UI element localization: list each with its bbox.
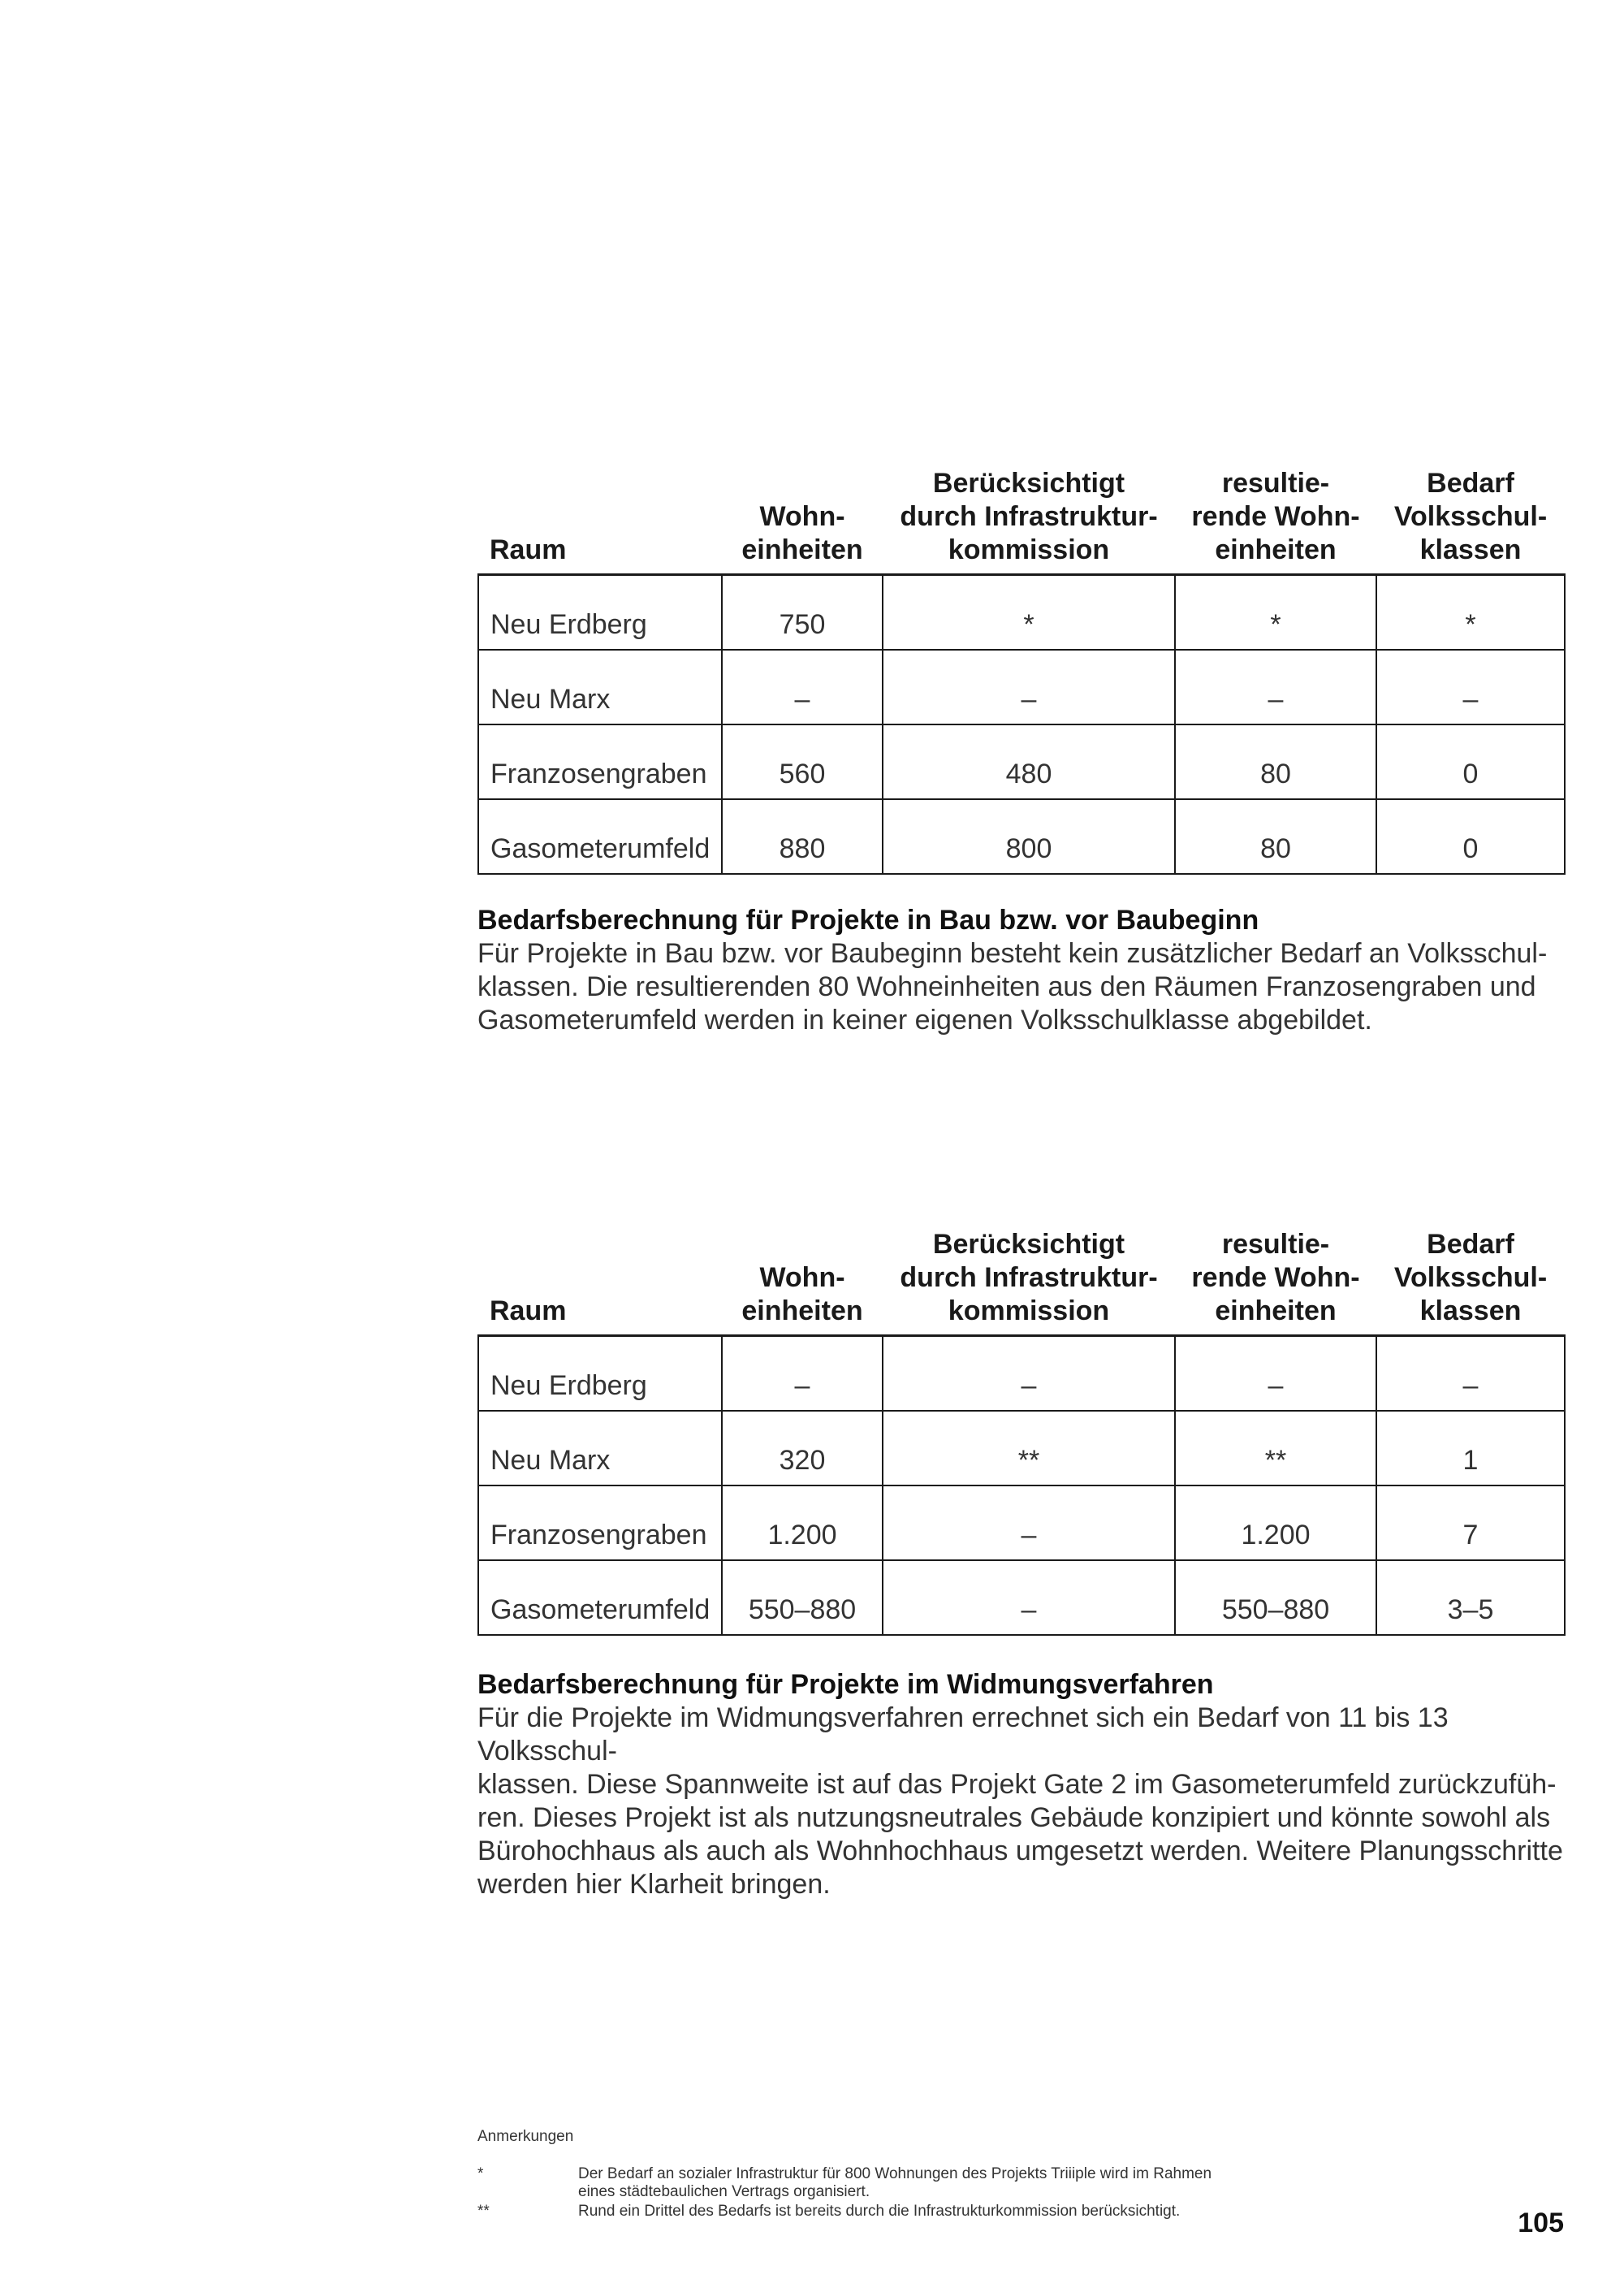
cell-raum: Neu Erdberg bbox=[478, 1336, 722, 1412]
cell-wohneinheiten: 1.200 bbox=[722, 1485, 883, 1560]
footnote-mark: ** bbox=[477, 2203, 490, 2220]
cell-wohneinheiten: – bbox=[722, 1336, 883, 1412]
footnote-item bbox=[477, 2165, 1289, 2201]
cell-beruecksichtigt: – bbox=[883, 1336, 1175, 1412]
header-bedarf: Bedarf Volksschul- klassen bbox=[1393, 468, 1548, 565]
table-header-row bbox=[478, 1228, 1565, 1336]
header-raum: Raum bbox=[490, 534, 567, 565]
table-row bbox=[478, 799, 1565, 874]
table-row bbox=[478, 1485, 1565, 1560]
footnote-mark: * bbox=[477, 2165, 484, 2182]
table-row bbox=[478, 1411, 1565, 1485]
section-zoning bbox=[477, 1668, 1570, 1901]
cell-wohneinheiten: – bbox=[722, 650, 883, 724]
cell-wohneinheiten: 320 bbox=[722, 1411, 883, 1485]
header-beruecksichtigt: Berücksichtigt durch Infrastruktur- kommission bbox=[900, 1229, 1158, 1326]
cell-bedarf: * bbox=[1376, 575, 1565, 651]
header-resultierende: resultie- rende Wohn- einheiten bbox=[1191, 1229, 1360, 1326]
cell-wohneinheiten: 560 bbox=[722, 724, 883, 799]
cell-raum: Neu Erdberg bbox=[478, 575, 722, 651]
table-row bbox=[478, 1336, 1565, 1412]
cell-bedarf: 0 bbox=[1376, 724, 1565, 799]
cell-resultierende: 80 bbox=[1175, 724, 1376, 799]
cell-raum: Gasometerumfeld bbox=[478, 1560, 722, 1635]
cell-bedarf: 7 bbox=[1376, 1485, 1565, 1560]
cell-raum: Gasometerumfeld bbox=[478, 799, 722, 874]
table-row bbox=[478, 1560, 1565, 1635]
cell-wohneinheiten: 880 bbox=[722, 799, 883, 874]
footnote-line: Rund ein Drittel des Bedarfs ist bereits durch die Infrastrukturkommission berücksichtigt. bbox=[578, 2203, 1181, 2220]
cell-bedarf: 1 bbox=[1376, 1411, 1565, 1485]
cell-beruecksichtigt: ** bbox=[883, 1411, 1175, 1485]
cell-beruecksichtigt: * bbox=[883, 575, 1175, 651]
footnote-line: eines städtebaulichen Vertrags organisiert. bbox=[578, 2183, 870, 2200]
cell-raum: Franzosengraben bbox=[478, 724, 722, 799]
footnote-line: Der Bedarf an sozialer Infrastruktur für 800 Wohnungen des Projekts Triiiple wird im Rahmen bbox=[578, 2165, 1212, 2182]
cell-beruecksichtigt: 800 bbox=[883, 799, 1175, 874]
cell-beruecksichtigt: 480 bbox=[883, 724, 1175, 799]
cell-resultierende: – bbox=[1175, 650, 1376, 724]
cell-raum: Neu Marx bbox=[478, 650, 722, 724]
section-construction bbox=[477, 904, 1570, 1037]
cell-bedarf: 3–5 bbox=[1376, 1560, 1565, 1635]
table-block-1 bbox=[477, 467, 1564, 875]
cell-resultierende: 550–880 bbox=[1175, 1560, 1376, 1635]
header-beruecksichtigt: Berücksichtigt durch Infrastruktur- kommission bbox=[900, 468, 1158, 565]
cell-bedarf: – bbox=[1376, 1336, 1565, 1412]
cell-resultierende: – bbox=[1175, 1336, 1376, 1412]
footnote-item bbox=[477, 2203, 1289, 2221]
table-projects-zoning bbox=[477, 1228, 1566, 1636]
paragraph-line: klassen. Diese Spannweite ist auf das Projekt Gate 2 im Gasometerumfeld zurückzufüh- bbox=[477, 1769, 1557, 1800]
table-projects-in-construction bbox=[477, 467, 1566, 875]
paragraph-line: Bürohochhaus als auch als Wohnhochhaus umgesetzt werden. Weitere Planungsschritte bbox=[477, 1836, 1563, 1866]
paragraph-line: Gasometerumfeld werden in keiner eigenen Volksschulklasse abgebildet. bbox=[477, 1005, 1372, 1036]
page-number: 105 bbox=[1518, 2208, 1564, 2238]
paragraph-line: werden hier Klarheit bringen. bbox=[477, 1869, 831, 1900]
header-bedarf: Bedarf Volksschul- klassen bbox=[1393, 1229, 1548, 1326]
header-wohneinheiten: Wohn- einheiten bbox=[741, 1262, 863, 1326]
header-raum: Raum bbox=[490, 1295, 567, 1326]
footnotes-title: Anmerkungen bbox=[477, 2128, 574, 2145]
cell-raum: Neu Marx bbox=[478, 1411, 722, 1485]
cell-wohneinheiten: 550–880 bbox=[722, 1560, 883, 1635]
cell-beruecksichtigt: – bbox=[883, 1485, 1175, 1560]
section-heading: Bedarfsberechnung für Projekte im Widmungsverfahren bbox=[477, 1669, 1214, 1700]
cell-resultierende: 1.200 bbox=[1175, 1485, 1376, 1560]
cell-raum: Franzosengraben bbox=[478, 1485, 722, 1560]
cell-wohneinheiten: 750 bbox=[722, 575, 883, 651]
footnotes bbox=[477, 2128, 1289, 2222]
paragraph-line: klassen. Die resultierenden 80 Wohneinheiten aus den Räumen Franzosengraben und bbox=[477, 971, 1536, 1002]
paragraph-line: ren. Dieses Projekt ist als nutzungsneutrales Gebäude konzipiert und könnte sowohl als bbox=[477, 1802, 1551, 1833]
cell-resultierende: * bbox=[1175, 575, 1376, 651]
cell-beruecksichtigt: – bbox=[883, 650, 1175, 724]
paragraph-line: Für die Projekte im Widmungsverfahren errechnet sich ein Bedarf von 11 bis 13 Volksschul- bbox=[477, 1702, 1449, 1767]
table-block-2 bbox=[477, 1228, 1564, 1636]
cell-bedarf: 0 bbox=[1376, 799, 1565, 874]
table-row bbox=[478, 724, 1565, 799]
header-resultierende: resultie- rende Wohn- einheiten bbox=[1191, 468, 1360, 565]
paragraph-line: Für Projekte in Bau bzw. vor Baubeginn besteht kein zusätzlicher Bedarf an Volksschul- bbox=[477, 938, 1548, 969]
cell-resultierende: 80 bbox=[1175, 799, 1376, 874]
section-heading: Bedarfsberechnung für Projekte in Bau bzw. vor Baubeginn bbox=[477, 905, 1259, 936]
header-wohneinheiten: Wohn- einheiten bbox=[741, 501, 863, 565]
table-header-row bbox=[478, 467, 1565, 575]
cell-beruecksichtigt: – bbox=[883, 1560, 1175, 1635]
table-row bbox=[478, 575, 1565, 651]
table-row bbox=[478, 650, 1565, 724]
cell-bedarf: – bbox=[1376, 650, 1565, 724]
cell-resultierende: ** bbox=[1175, 1411, 1376, 1485]
